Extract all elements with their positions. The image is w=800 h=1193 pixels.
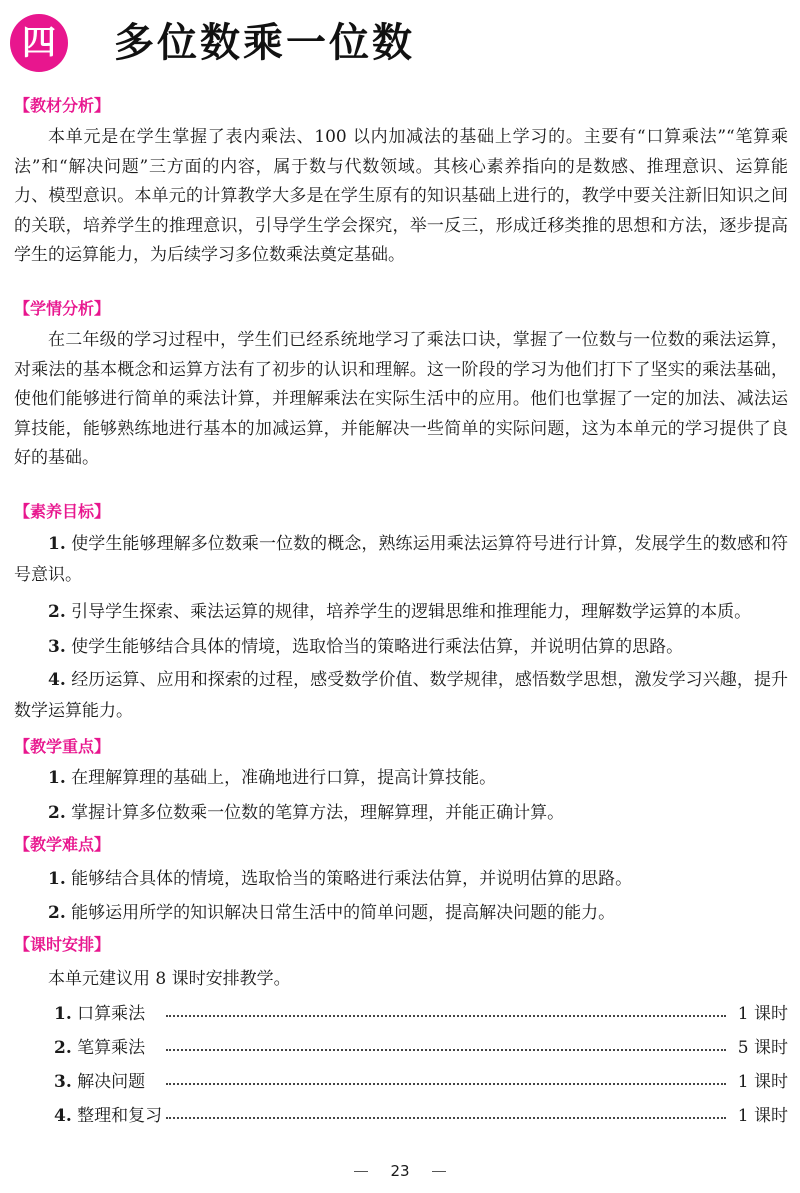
item-number: 2. [54, 1038, 72, 1058]
dot-leader [166, 1015, 726, 1017]
dot-leader [166, 1049, 726, 1051]
item-number: 4. [54, 1106, 72, 1126]
schedule-time: 1 课时 [737, 1004, 788, 1024]
item-number: 3. [54, 1072, 72, 1092]
key-point-item [14, 798, 788, 829]
item-number: 2. [48, 602, 66, 622]
item-number: 1. [48, 869, 66, 889]
schedule-intro: 本单元建议用 8 课时安排教学。 [48, 969, 291, 989]
schedule-time: 5 课时 [737, 1038, 788, 1058]
unit-header [10, 12, 790, 72]
schedule-row [54, 1102, 788, 1130]
item-number: 1. [48, 768, 66, 788]
section-heading-learners: 【学情分析】 [14, 299, 111, 318]
difficulty-item [14, 864, 788, 895]
schedule-row [54, 1068, 788, 1096]
page-number: 23 [390, 1162, 410, 1180]
schedule-label [54, 1000, 145, 1028]
goal-item [14, 597, 788, 628]
schedule-item-name: 解决问题 [77, 1072, 146, 1092]
item-text: 引导学生探索、乘法运算的规律，培养学生的逻辑思维和推理能力，理解数学运算的本质。 [71, 602, 752, 622]
schedule-item-name: 笔算乘法 [77, 1038, 146, 1058]
item-text: 使学生能够结合具体的情境，选取恰当的策略进行乘法估算，并说明估算的思路。 [71, 637, 684, 657]
learner-analysis-paragraph: 在二年级的学习过程中，学生们已经系统地学习了乘法口诀，掌握了一位数与一位数的乘法运算，对乘法的基本概念和运算方法有了初步的认识和理解。这一阶段的学习为他们打下了坚实的乘法基础，使他们能够进行简单的乘法计算，并理解乘法在实际生活中的应用。他们也掌握了一定的加法、减法运算技能，能够熟练地进行基本的加减运算，并能解决一些简单的实际问题，这为本单元的学习提供了良好的基础。 [14, 330, 788, 468]
schedule-row [54, 1034, 788, 1062]
item-text: 使学生能够理解多位数乘一位数的概念，熟练运用乘法运算符号进行计算，发展学生的数感和符号意识。 [14, 534, 789, 585]
unit-number-badge: 四 [10, 14, 68, 72]
item-number: 4. [48, 670, 66, 690]
schedule-row [54, 1000, 788, 1028]
schedule-item-name: 口算乘法 [77, 1004, 146, 1024]
section-heading-schedule: 【课时安排】 [14, 935, 111, 954]
key-point-item [14, 763, 788, 794]
footer-dash-left [354, 1171, 368, 1172]
page-footer [0, 1160, 800, 1182]
goal-item [14, 665, 788, 727]
schedule-label [54, 1068, 145, 1096]
item-text: 经历运算、应用和探索的过程，感受数学价值、数学规律，感悟数学思想，激发学习兴趣，提升数学运算能力。 [14, 670, 789, 721]
item-number: 2. [48, 903, 66, 923]
dot-leader [166, 1083, 726, 1085]
dot-leader [166, 1117, 726, 1119]
material-analysis-paragraph: 本单元是在学生掌握了表内乘法、100 以内加减法的基础上学习的。主要有“口算乘法”“笔算乘法”和“解决问题”三方面的内容，属于数与代数领域。其核心素养指向的是数感、推理意识、运算能力、模型意识。本单元的计算教学大多是在学生原有的知识基础上进行的，教学中要关注新旧知识之间的关联，培养学生的推理意识，引导学生学会探究，举一反三，形成迁移类推的思想和方法，逐步提高学生的运算能力，为后续学习多位数乘法奠定基础。 [14, 127, 788, 265]
item-number: 3. [48, 637, 66, 657]
section-heading-goals: 【素养目标】 [14, 502, 111, 521]
goal-item [14, 529, 788, 591]
item-text: 掌握计算多位数乘一位数的笔算方法，理解算理，并能正确计算。 [71, 803, 565, 823]
schedule-item-name: 整理和复习 [77, 1106, 163, 1126]
schedule-label [54, 1102, 162, 1130]
schedule-time: 1 课时 [737, 1106, 788, 1126]
item-number: 1. [54, 1004, 72, 1024]
item-number: 1. [48, 534, 66, 554]
schedule-label [54, 1034, 145, 1062]
item-text: 能够运用所学的知识解决日常生活中的简单问题，提高解决问题的能力。 [71, 903, 616, 923]
item-text: 能够结合具体的情境，选取恰当的策略进行乘法估算，并说明估算的思路。 [71, 869, 633, 889]
unit-title: 多位数乘一位数 [114, 20, 415, 66]
item-text: 在理解算理的基础上，准确地进行口算，提高计算技能。 [71, 768, 497, 788]
section-heading-key-points: 【教学重点】 [14, 737, 111, 756]
section-heading-difficulties: 【教学难点】 [14, 835, 111, 854]
difficulty-item [14, 898, 788, 929]
item-number: 2. [48, 803, 66, 823]
footer-dash-right [432, 1171, 446, 1172]
section-heading-material: 【教材分析】 [14, 96, 111, 115]
schedule-time: 1 课时 [737, 1072, 788, 1092]
goal-item [14, 632, 788, 663]
